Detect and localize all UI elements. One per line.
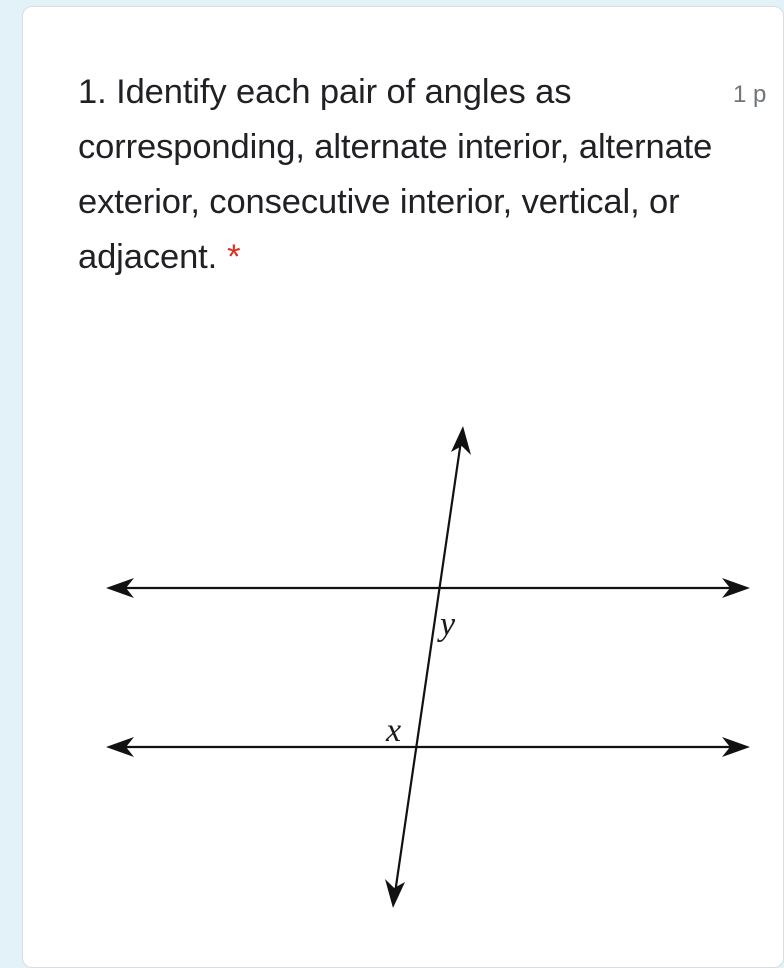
points-value: 1 p bbox=[733, 81, 767, 108]
down-arrowhead-icon bbox=[385, 879, 405, 908]
required-asterisk: * bbox=[227, 238, 241, 276]
transversal-line bbox=[385, 426, 471, 908]
upper-parallel-line bbox=[106, 578, 750, 598]
lower-parallel-line bbox=[106, 737, 750, 757]
angle-y-label: y bbox=[440, 606, 456, 643]
angle-x-label: x bbox=[386, 712, 402, 749]
question-prompt: Identify each pair of angles as corresponding, alternate interior, alternate exterior, consecutive interior, vertical, or adjacent. bbox=[78, 73, 713, 276]
question-number: 1. bbox=[78, 73, 107, 111]
up-arrowhead-icon bbox=[451, 426, 471, 455]
